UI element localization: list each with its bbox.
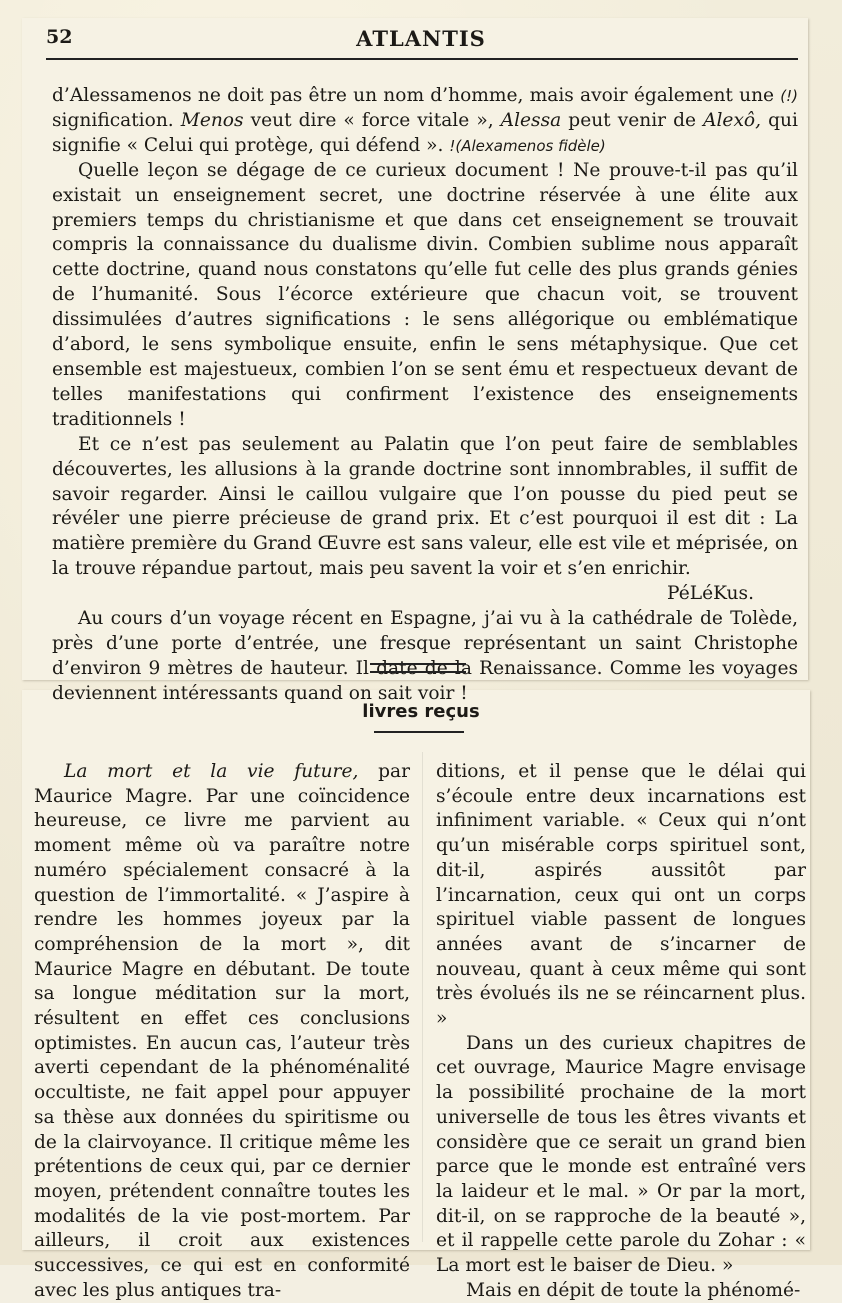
- review-paragraph-3: Mais en dépit de toute la phénomé-: [466, 1279, 801, 1301]
- section-title-rule: [374, 731, 464, 733]
- page-number: 52: [46, 26, 73, 48]
- review-paragraph-2: Dans un des curieux chapitres de cet ouvrage, Maurice Magre envisage la possibilité prochaine de la mort universelle de tous les êtres vivants et considère que ce serait un grand bien parce que le monde est entraîné vers la laideur et le mal. » Or par la mort, dit-il, on se rapproche de la beauté », et il rappelle cette parole du Zohar : « La mort est le baiser de Dieu. »: [436, 1032, 806, 1277]
- section-title: livres reçus: [362, 701, 480, 722]
- article-body-top: [52, 84, 798, 707]
- book-title: La mort et la vie future,: [64, 761, 359, 782]
- paragraph-3: Et ce n’est pas seulement au Palatin que l’on peut faire de semblables découvertes, les allusions à la grande doctrine sont innombrables, il suffit de savoir regarder. Ainsi le caillou vulgaire que l’on pousse du pied peut se révéler une pierre précieuse de grand prix. Et c’est pourquoi il est dit : La matière première du Grand Œuvre est sans valeur, elle est vile et méprisée, on la trouve répandue partout, mais peu savent la voir et s’en enrichir.: [52, 433, 798, 580]
- review-paragraph-1: La mort et la vie future, par Maurice Magre. Par une coïncidence heureuse, ce livre me parvient au moment même où va paraître notre numéro spécialement consacré à la question de l’immortalité. « J’aspire à rendre les hommes joyeux par la compréhension de la mort », dit Maurice Magre en débutant. De toute sa longue méditation sur la mort, résultent en effet ces conclusions optimistes. En aucun cas, l’auteur très averti cependant de la phénoménalité occultiste, ne fait appel pour appuyer sa thèse aux données du spiritisme ou de la clairvoyance. Il critique même les prétentions de ceux qui, par ce dernier moyen, prétendent connaître toutes les modalités de la vie post-mortem. Par ailleurs, il croit aux existences successives, ce qui est en conformité avec les plus antiques tra-: [34, 761, 410, 1301]
- section-separator: [370, 663, 466, 673]
- handwritten-note: !(Alexamenos fidèle): [449, 136, 606, 155]
- page-header: [46, 26, 796, 56]
- review-paragraph-continued: ditions, et il pense que le délai qui s’écoule entre deux incarnations est infiniment variable. « Ceux qui n’ont qu’un misérable corps spirituel sont, dit-il, aspirés aussitôt par l’incarnation, ceux qui ont un corps spirituel viable passent de longues années avant de s’incarner de nouveau, quant à ceux même qui sont très évolués ils ne se réincarnent plus. »: [436, 761, 806, 1030]
- paragraph-2: Quelle leçon se dégage de ce curieux document ! Ne prouve-t-il pas qu’il existait un enseignement secret, une doctrine réservée à une élite aux premiers temps du christianisme et que dans cet enseignement se trouvait compris la connaissance du dualisme divin. Combien sublime nous apparaît cette doctrine, quand nous constatons qu’elle fut celle des plus grands génies de l’humanité. Sous l’écorce extérieure que chacun voit, se trouvent dissimulées d’autres significations : le sens allégorique ou emblématique d’abord, le sens symbolique ensuite, enfin le sens métaphysique. Que cet ensemble est majestueux, combien l’on se sent ému et respectueux devant de telles manifestations qui confirment l’existence des enseignements traditionnels !: [52, 159, 798, 430]
- review-column-right: [436, 760, 806, 1303]
- column-gutter: [422, 752, 423, 1242]
- review-column-left: [34, 760, 410, 1303]
- paragraph-4: Au cours d’un voyage récent en Espagne, j’ai vu à la cathédrale de Tolède, près d’une porte d’entrée, une fresque représentant un saint Christophe d’environ 9 mètres de hauteur. Il date de la Renaissance. Comme les voyages deviennent intéressants quand on sait voir !: [52, 608, 798, 704]
- journal-title: ATLANTIS: [356, 26, 486, 51]
- header-rule: [46, 58, 798, 60]
- author-signature: PéLéKus.: [667, 583, 754, 605]
- handwritten-mark: (!): [780, 87, 798, 105]
- paragraph-1: d’Alessamenos ne doit pas être un nom d’homme, mais avoir également une (!) signification. Menos veut dire « force vitale », Alessa peut venir de Alexô, qui signifie « Celui qui protège, qui défend ». !(Alexamenos fidèle): [52, 85, 798, 156]
